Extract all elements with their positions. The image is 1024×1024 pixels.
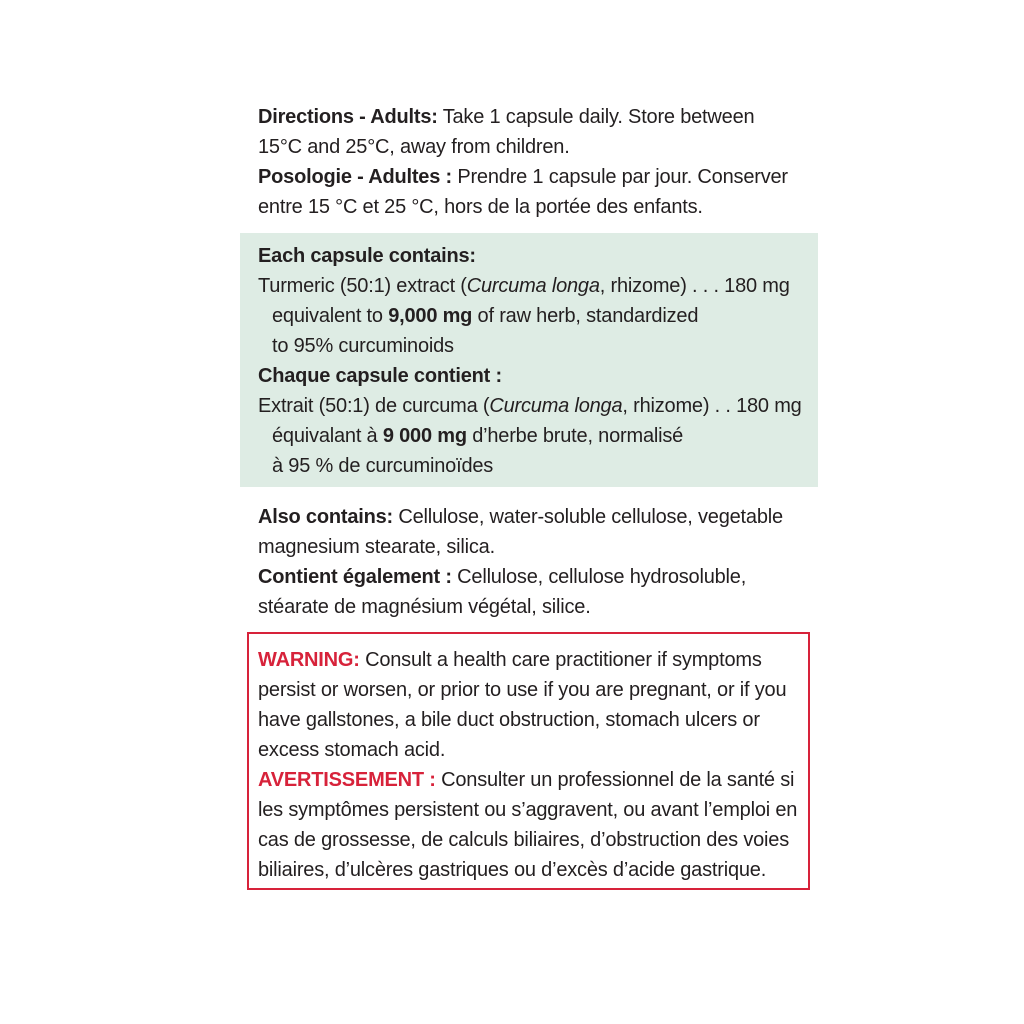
ingredient-fr-name: Extrait (50:1) de curcuma ( <box>258 395 490 417</box>
directions-fr-line-1 <box>258 162 818 192</box>
also-fr-text-1: Cellulose, cellulose hydrosoluble, <box>451 566 747 588</box>
ingredients-en-equivalence <box>258 301 818 331</box>
warning-en-line-1 <box>258 645 803 675</box>
equivalence-en-amount: 9,000 mg <box>388 305 473 327</box>
equivalence-fr-rest: d’herbe brute, normalisé <box>466 425 684 447</box>
also-en-label: Also contains: <box>258 506 393 528</box>
ingredient-fr-latin-name: Curcuma longa <box>489 395 623 417</box>
also-fr-line-1 <box>258 562 818 592</box>
directions-en-line-1 <box>258 102 818 132</box>
warning-fr-text-3: cas de grossesse, de calculs biliaires, d’obstruction des voies <box>258 829 790 851</box>
also-en-line-1 <box>258 502 818 532</box>
warning-en-text-4: excess stomach acid. <box>258 739 446 761</box>
equivalence-fr-amount: 9 000 mg <box>382 425 467 447</box>
warning-fr-text-1: Consulter un professionnel de la santé si <box>435 769 795 791</box>
equivalence-en-rest: of raw herb, standardized <box>472 305 699 327</box>
directions-fr-text-1: Prendre 1 capsule par jour. Conserver <box>451 166 788 188</box>
equivalence-fr-text: équivalant à <box>272 425 383 447</box>
directions-en-text-1: Take 1 capsule daily. Store between <box>437 106 755 128</box>
warning-en-text-1: Consult a health care practitioner if symptoms <box>359 649 762 671</box>
warning-fr-line-1 <box>258 765 803 795</box>
ingredient-en-name: Turmeric (50:1) extract ( <box>258 275 467 297</box>
directions-en-label: Directions - Adults: <box>258 106 438 128</box>
warning-section <box>258 645 803 885</box>
non-medicinal-ingredients-section <box>258 502 818 622</box>
ingredient-en-amount: , rhizome) . . . 180 mg <box>599 275 790 297</box>
equivalence-en-text: equivalent to <box>272 305 389 327</box>
medicinal-ingredients-section <box>258 241 818 481</box>
warning-fr-text-2: les symptômes persistent ou s’aggravent, ou avant l’emploi en <box>258 799 798 821</box>
ingredients-fr-standardization: à 95 % de curcuminoïdes <box>272 455 494 477</box>
ingredients-fr-ingredient <box>258 391 818 421</box>
warning-en-text-3: have gallstones, a bile duct obstruction, stomach ulcers or <box>258 709 760 731</box>
ingredient-en-latin-name: Curcuma longa <box>466 275 600 297</box>
also-fr-text-2: stéarate de magnésium végétal, silice. <box>258 596 591 618</box>
also-fr-label: Contient également : <box>258 566 452 588</box>
directions-fr-label: Posologie - Adultes : <box>258 166 452 188</box>
ingredients-en-heading: Each capsule contains: <box>258 245 476 267</box>
also-en-text-1: Cellulose, water-soluble cellulose, vegetable <box>393 506 783 528</box>
also-en-text-2: magnesium stearate, silica. <box>258 536 495 558</box>
warning-en-label: WARNING: <box>258 649 360 671</box>
ingredients-en-ingredient <box>258 271 818 301</box>
warning-en-text-2: persist or worsen, or prior to use if you are pregnant, or if you <box>258 679 787 701</box>
directions-fr-text-2: entre 15 °C et 25 °C, hors de la portée des enfants. <box>258 196 703 218</box>
ingredients-fr-equivalence <box>258 421 818 451</box>
ingredients-en-standardization: to 95% curcuminoids <box>272 335 454 357</box>
warning-fr-text-4: biliaires, d’ulcères gastriques ou d’excès d’acide gastrique. <box>258 859 767 881</box>
directions-en-text-2: 15°C and 25°C, away from children. <box>258 136 570 158</box>
directions-section <box>258 102 818 222</box>
ingredient-fr-amount: , rhizome) . . 180 mg <box>622 395 802 417</box>
ingredients-fr-heading: Chaque capsule contient : <box>258 365 502 387</box>
warning-fr-label: AVERTISSEMENT : <box>258 769 436 791</box>
